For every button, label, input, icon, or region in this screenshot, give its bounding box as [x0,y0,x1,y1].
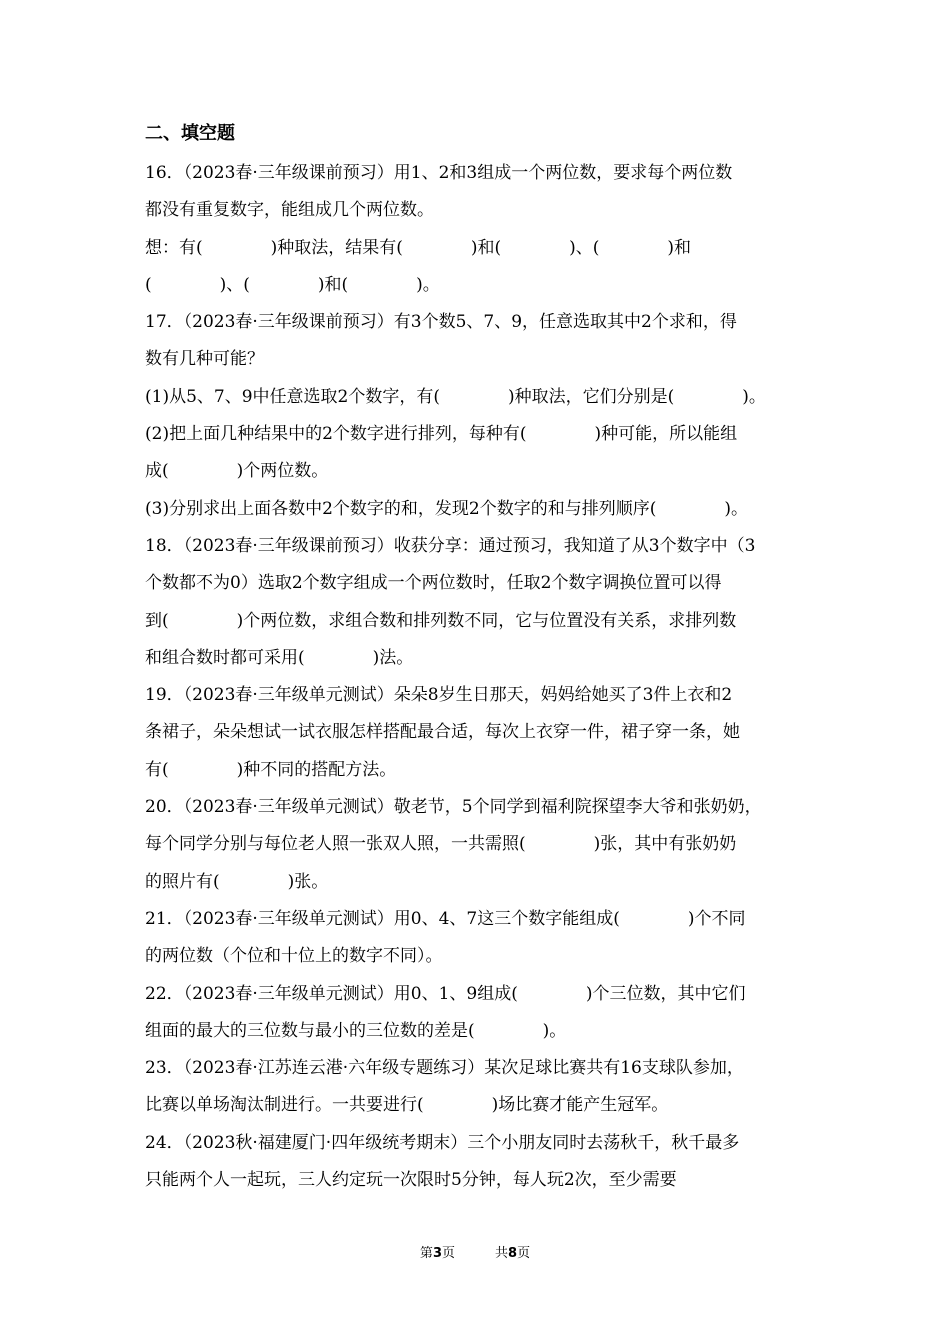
line-21: 21．（2023春·三年级单元测试）用0、4、7这三个数字能组成( )个不同 [145,908,746,929]
line-9: 成( )个两位数。 [145,461,329,482]
page-footer [0,1242,950,1261]
line-22: 的两位数（个位和十位上的数字不同）。 [145,946,443,967]
line-25: 23．（2023春·江苏连云港·六年级专题练习）某次足球比赛共有16支球队参加， [145,1058,744,1079]
line-5: 17．（2023春·三年级课前预习）有3个数5、7、9，任意选取其中2个求和，得 [145,312,737,333]
question-list [145,155,810,1199]
line-19: 每个同学分别与每位老人照一张双人照，一共需照( )张，其中有张奶奶 [145,834,737,855]
line-15: 19．（2023春·三年级单元测试）朵朵8岁生日那天，妈妈给她买了3件上衣和2 [145,685,733,706]
line-11: 18．（2023春·三年级课前预习）收获分享：通过预习，我知道了从3个数字中（3 [145,535,756,556]
line-17: 有( )种不同的搭配方法。 [145,759,397,780]
line-12: 个数都不为0）选取2个数字组成一个两位数时，任取2个数字调换位置可以得 [145,573,722,594]
line-8: (2)把上面几种结果中的2个数字进行排列，每种有( )种可能，所以能组 [145,424,738,445]
footer-suffix-1: 页 [441,1246,455,1261]
line-7: (1)从5、7、9中任意选取2个数字，有( )种取法，它们分别是( )。 [145,386,766,407]
line-18: 20．（2023春·三年级单元测试）敬老节，5个同学到福利院探望李大爷和张奶奶， [145,797,762,818]
section-title: 二、填空题 [145,123,235,144]
line-10: (3)分别求出上面各数中2个数字的和，发现2个数字的和与排列顺序( )。 [145,498,748,519]
line-27: 24．（2023秋·福建厦门·四年级统考期末）三个小朋友同时去荡秋千，秋千最多 [145,1132,740,1153]
line-2: 都没有重复数字，能组成几个两位数。 [145,200,434,221]
footer-total-prefix: 共 [495,1246,509,1261]
line-24: 组面的最大的三位数与最小的三位数的差是( )。 [145,1020,567,1041]
line-4: ( )、( )和( )。 [145,274,440,295]
current-page-number: 3 [432,1246,442,1261]
line-1: 16．（2023春·三年级课前预习）用1、2和3组成一个两位数，要求每个两位数 [145,163,733,183]
line-20: 的照片有( )张。 [145,871,329,892]
line-6: 数有几种可能？ [145,349,264,370]
line-26: 比赛以单场淘汰制进行。一共要进行( )场比赛才能产生冠军。 [145,1095,669,1116]
line-13: 到( )个两位数，求组合数和排列数不同，它与位置没有关系，求排列数 [145,610,737,631]
line-16: 条裙子，朵朵想试一试衣服怎样搭配最合适，每次上衣穿一件，裙子穿一条，她 [145,722,740,743]
line-3: 想：有( )种取法，结果有( )和( )、( )和 [145,237,692,258]
line-23: 22．（2023春·三年级单元测试）用0、1、9组成( )个三位数，其中它们 [145,983,746,1004]
line-28: 只能两个人一起玩，三人约定玩一次限时5分钟，每人玩2次，至少需要 [145,1170,677,1191]
footer-suffix-2: 页 [517,1246,531,1261]
total-page-number: 8 [508,1246,518,1261]
line-14: 和组合数时都可采用( )法。 [145,647,414,668]
footer-prefix: 第 [419,1246,433,1261]
